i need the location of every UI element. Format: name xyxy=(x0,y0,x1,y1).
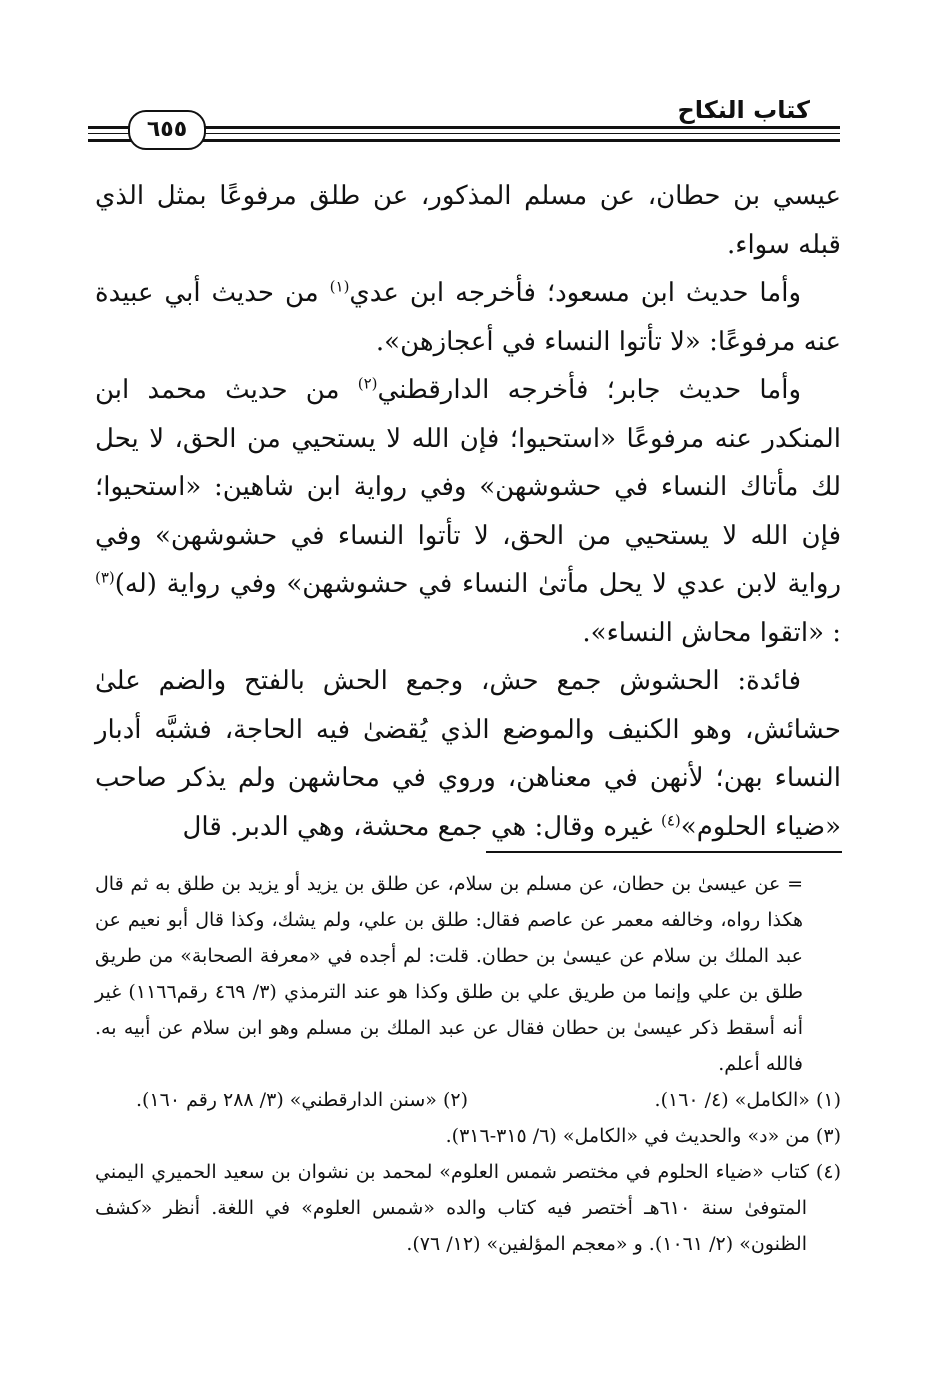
footnote-3: (٣) من «د» والحديث في «الكامل» (٦/ ٣١٥-٣١٦). xyxy=(445,1125,841,1147)
paragraph-4 xyxy=(95,657,841,851)
footnote-ref-1: (١) xyxy=(329,277,350,296)
paragraph-3-text-c: : «اتقوا محاش النساء». xyxy=(582,617,841,648)
footnote-4: (٤) كتاب «ضياء الحلوم في مختصر شمس العلوم» لمحمد بن نشوان بن سعيد الحميري اليمني المتوفىٰ سنة ٦١٠هـ أختصر فيه كتاب والده «شمس العلوم» في اللغة. أنظر «كشف الظنون» (٢/ ١٠٦١). و «معجم المؤلفين» (١٢/ ٧٦). xyxy=(95,1161,841,1255)
running-title: كتاب النكاح xyxy=(677,96,810,124)
main-text xyxy=(95,172,841,851)
page-header xyxy=(88,96,840,156)
page-number: ٦٥٥ xyxy=(128,110,206,150)
paragraph-3-text-a: وأما حديث جابر؛ فأخرجه الدارقطني xyxy=(377,375,802,405)
paragraph-4-text-a: فائدة: الحشوش جمع حش، وجمع الحش بالفتح والضم علىٰ حشائش، وهو الكنيف والموضع الذي يُقضىٰ فيه الحاجة، فشبَّه أدبار النساء بهن؛ لأنهن في معناهن، وروي في محاشهن ولم يذكر صاحب «ضياء الحلوم» xyxy=(95,666,841,842)
paragraph-3 xyxy=(95,366,841,657)
footnote-separator xyxy=(486,851,842,853)
paragraph-4-text-b: غيره وقال: هي جمع محشة، وهي الدبر. قال xyxy=(182,811,661,842)
paragraph-2-text-a: وأما حديث ابن مسعود؛ فأخرجه ابن عدي xyxy=(349,278,802,308)
footnotes-row-1-2 xyxy=(95,1082,841,1118)
paragraph-3-text-b: من حديث محمد ابن المنكدر عنه مرفوعًا «استحيوا؛ فإن الله لا يستحيي من الحق، لا يحل لك مأتاك النساء في حشوشهن» وفي رواية ابن شاهين: «استحيوا؛ فإن الله لا يستحيي من الحق، لا تأتوا النساء في حشوشهن» وفي رواية لابن عدي لا يحل مأتىٰ النساء في حشوشهن» وفي رواية (له) xyxy=(95,375,841,599)
paragraph-2 xyxy=(95,269,841,366)
footnote-ref-4: (٤) xyxy=(661,810,681,829)
footnote-1: (١) «الكامل» (٤/ ١٦٠). xyxy=(654,1089,841,1111)
paragraph-1 xyxy=(95,172,841,269)
footnotes xyxy=(95,866,841,1262)
paragraph-1-text: عيسي بن حطان، عن مسلم المذكور، عن طلق مرفوعًا بمثل الذي قبله سواء. xyxy=(95,181,841,260)
paragraph-2-text-b: من حديث أبي عبيدة عنه مرفوعًا: «لا تأتوا النساء في أعجازهن». xyxy=(95,278,841,357)
footnote-ref-2: (٢) xyxy=(357,374,378,393)
footnote-2: (٢) «سنن الدارقطني» (٣/ ٢٨٨ رقم ١٦٠). xyxy=(135,1089,468,1111)
footnote-continuation: = عن عيسىٰ بن حطان، عن مسلم بن سلام، عن طلق بن يزيد أو يزيد بن طلق به ثم قال هكذا رواه، وخالفه معمر عن عاصم فقال: طلق بن علي، ولم يشك، وكذا قال أبو نعيم عن عبد الملك بن سلام عن عيسىٰ بن حطان. قلت: لم أجده في «معرفة الصحابة» من طريق طلق بن علي وإنما من طريق علي بن طلق وكذا هو عند الترمذي (٣/ ٤٦٩ رقم١١٦٦) غير أنه أسقط ذكر عيسىٰ بن حطان فقال عن عبد الملك بن مسلم وهو ابن سلام عن أبيه به. فالله أعلم. xyxy=(95,873,803,1075)
footnote-ref-3: (٣) xyxy=(95,568,115,587)
